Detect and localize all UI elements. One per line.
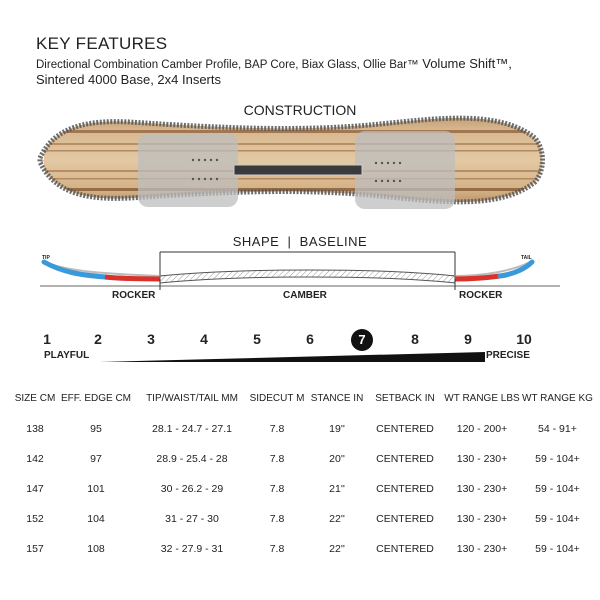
rocker-left-label: ROCKER (112, 290, 156, 301)
header-setback: SETBACK IN (375, 393, 435, 404)
cell-size: 152 (26, 513, 44, 525)
camber-label: CAMBER (283, 290, 327, 301)
cell-sidecut: 7.8 (269, 513, 285, 525)
flex-num-5: 5 (253, 331, 261, 347)
cell-tip-waist-tail: 28.9 - 25.4 - 28 (156, 453, 228, 465)
cell-stance: 22'' (329, 543, 345, 555)
cell-eff-edge: 104 (87, 513, 105, 525)
tip-label: TIP (42, 255, 50, 261)
spec-header-row (14, 393, 593, 414)
ollie-bar (234, 165, 362, 175)
header-wt-kg: WT RANGE KG (522, 393, 593, 404)
cell-setback: CENTERED (376, 423, 434, 435)
cell-tip-waist-tail: 32 - 27.9 - 31 (160, 543, 224, 555)
board-profile-diagram (40, 252, 560, 290)
cell-stance: 22'' (329, 513, 345, 525)
cell-wt-kg: 59 - 104+ (535, 453, 580, 465)
flex-num-7-selected: 7 (351, 329, 373, 351)
tail-rocker-blue (500, 262, 532, 276)
cell-eff-edge: 97 (90, 453, 102, 465)
cell-wt-kg: 59 - 104+ (535, 483, 580, 495)
flex-num-10: 10 (516, 331, 532, 347)
cell-setback: CENTERED (376, 513, 434, 525)
cell-sidecut: 7.8 (269, 483, 285, 495)
cell-setback: CENTERED (376, 543, 434, 555)
cell-size: 142 (26, 453, 44, 465)
cell-wt-lbs: 130 - 230+ (456, 543, 508, 555)
cell-size: 147 (26, 483, 44, 495)
flex-num-2: 2 (94, 331, 102, 347)
cell-tip-waist-tail: 28.1 - 24.7 - 27.1 (152, 423, 232, 435)
header-sidecut: SIDECUT M (249, 393, 305, 404)
insert-pad-left (138, 133, 238, 207)
header-size: SIZE CM (14, 393, 56, 404)
header-stance: STANCE IN (310, 393, 364, 404)
cell-stance: 21'' (329, 483, 345, 495)
cell-wt-kg: 59 - 104+ (535, 543, 580, 555)
insert-pad-right (355, 131, 455, 209)
flex-num-4: 4 (200, 331, 208, 347)
cell-size: 157 (26, 543, 44, 555)
flex-num-9: 9 (464, 331, 472, 347)
tail-label: TAIL (521, 255, 532, 261)
cell-wt-lbs: 120 - 200+ (456, 423, 508, 435)
flex-wedge (100, 352, 485, 362)
flex-num-6: 6 (306, 331, 314, 347)
cell-tip-waist-tail: 30 - 26.2 - 29 (160, 483, 224, 495)
cell-tip-waist-tail: 31 - 27 - 30 (165, 513, 219, 525)
table-row (14, 534, 593, 564)
table-row (14, 474, 593, 504)
key-features-title: KEY FEATURES (36, 34, 168, 53)
cell-eff-edge: 108 (87, 543, 105, 555)
cell-wt-lbs: 130 - 230+ (456, 453, 508, 465)
cell-size: 138 (26, 423, 44, 435)
key-features-line2: Sintered 4000 Base, 2x4 Inserts (36, 72, 222, 87)
features-text-volume-shift: Volume Shift™, (418, 56, 512, 71)
header-eff-edge: EFF. EDGE CM (60, 393, 131, 404)
table-row (14, 504, 593, 534)
flex-num-1: 1 (43, 331, 51, 347)
playful-label: PLAYFUL (44, 350, 90, 361)
cell-sidecut: 7.8 (269, 453, 285, 465)
features-text-1: Directional Combination Camber Profile, BAP Core, Biax Glass, Ollie Bar™ (36, 59, 419, 71)
precise-label: PRECISE (486, 350, 530, 361)
table-row (14, 414, 593, 444)
cell-eff-edge: 95 (90, 423, 102, 435)
spec-table (14, 393, 593, 564)
cell-wt-kg: 59 - 104+ (535, 513, 580, 525)
cell-wt-lbs: 130 - 230+ (456, 483, 508, 495)
cell-setback: CENTERED (376, 453, 434, 465)
cell-setback: CENTERED (376, 483, 434, 495)
construction-label: CONSTRUCTION (243, 102, 357, 118)
rocker-right-label: ROCKER (459, 290, 503, 301)
table-row (14, 444, 593, 474)
cell-sidecut: 7.8 (269, 543, 285, 555)
cell-wt-kg: 54 - 91+ (538, 423, 577, 435)
board-construction-image (40, 110, 550, 210)
cell-stance: 20'' (329, 453, 345, 465)
flex-num-8: 8 (411, 331, 419, 347)
cell-eff-edge: 101 (87, 483, 105, 495)
cell-wt-lbs: 130 - 230+ (456, 513, 508, 525)
header-tip-waist-tail: TIP/WAIST/TAIL MM (146, 393, 238, 404)
cell-stance: 19'' (329, 423, 345, 435)
tip-rocker-red (105, 277, 160, 279)
flex-num-3: 3 (147, 331, 155, 347)
tail-rocker-red (455, 276, 500, 279)
cell-sidecut: 7.8 (269, 423, 285, 435)
shape-baseline-label: SHAPE | BASELINE (232, 234, 368, 249)
header-wt-lbs: WT RANGE LBS (444, 393, 520, 404)
